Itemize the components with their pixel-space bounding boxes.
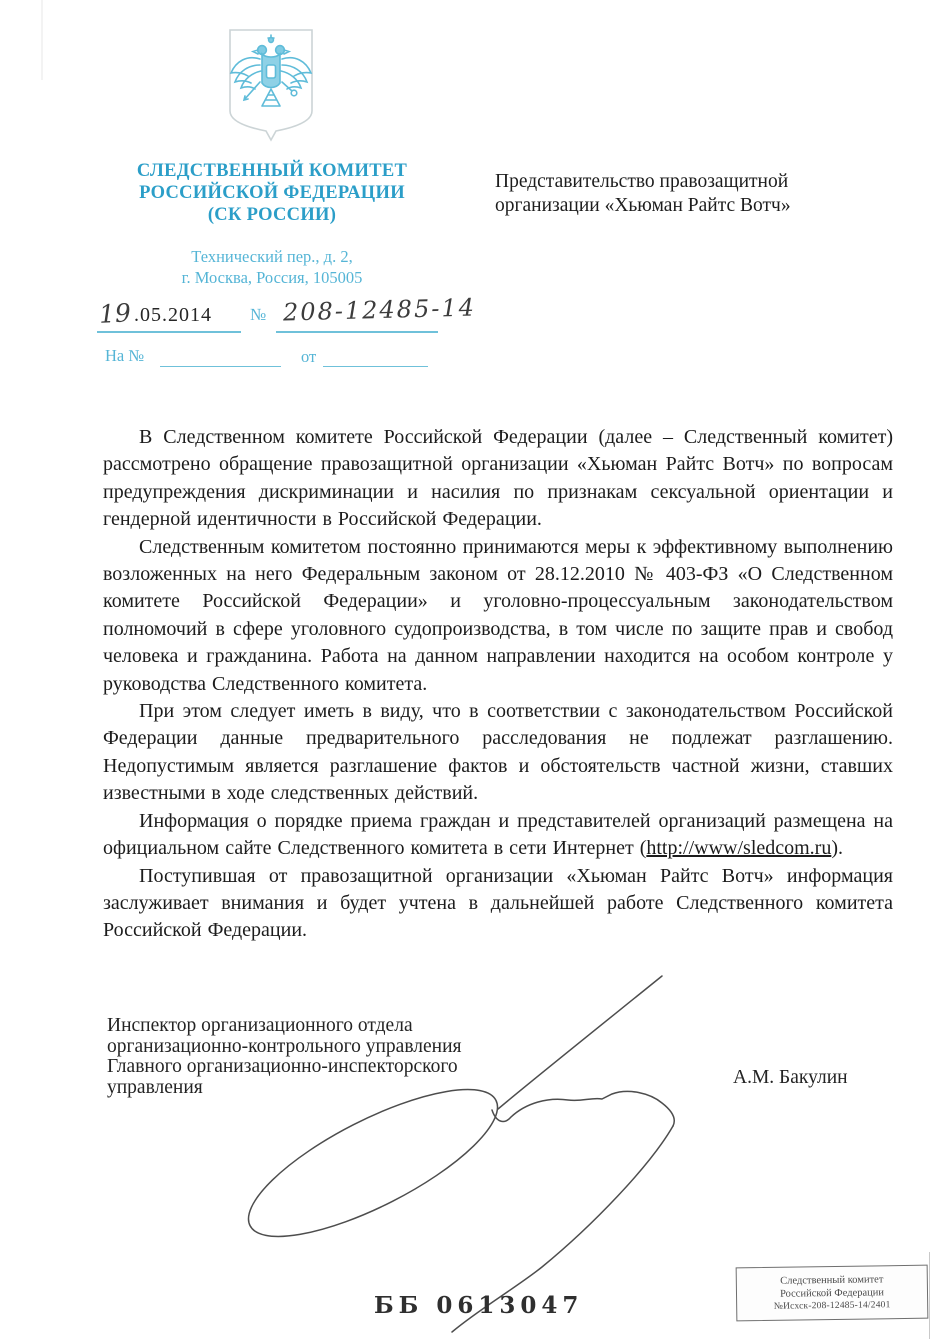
address-line: Технический пер., д. 2, [191, 247, 353, 266]
body-paragraph: Поступившая от правозащитной организации «Хьюман Райтс Вотч» информация заслуживает внимания и будет учтена в дальнейшей работе Следственного комитета Российской Федерации. [103, 864, 893, 942]
reply-number-label: На № [105, 346, 145, 365]
coat-of-arms-icon [221, 27, 321, 143]
stamp-line: Следственный комитет [780, 1273, 884, 1287]
addressee-line: организации «Хьюман Райтс Вотч» [495, 195, 791, 216]
registration-stamp [736, 1265, 929, 1322]
reply-number-blank-line [160, 366, 281, 367]
stamp-line: Российской Федерации [779, 1286, 885, 1300]
org-name-line: РОССИЙСКОЙ ФЕДЕРАЦИИ [139, 183, 405, 203]
handwritten-date-day: 19 [98, 298, 132, 329]
number-underline [276, 331, 438, 333]
letter-body [103, 424, 893, 945]
stamp-line: №Исхск-208-12485-14/2401 [773, 1299, 891, 1312]
body-paragraph: При этом следует иметь в виду, что в соответствии с законодательством Российской Федерации данные предварительного расследования не подлежат разглашению. Недопустимым является разглашение фактов и обстоятельств частной жизни, ставших известными в ходе следственных действий. [103, 700, 893, 805]
org-name-line: (СК РОССИИ) [207, 205, 337, 225]
signer-title-line: организационно-контрольного управления [107, 1035, 462, 1057]
reply-from-blank-line [323, 366, 428, 367]
body-paragraph: Следственным комитетом постоянно принимаются меры к эффективному выполнению возложенных на него Федеральным законом от 28.12.2010 № 403-ФЗ «О Следственном комитете Российской Федерации» и уголовно-процессуальным законодательством полномочий в сфере уголовного судопроизводства, в том числе по защите прав и свобод человека и гражданина. Работа на данном направлении находится на особом контроле у руководства Следственного комитета. [103, 535, 893, 695]
signer-title-line: управления [107, 1076, 203, 1098]
addressee-block [495, 170, 855, 218]
address-line: г. Москва, Россия, 105005 [181, 267, 363, 287]
printed-date: .05.2014 [134, 304, 212, 326]
sledcom-site-url: http://www/sledcom.ru [646, 837, 832, 860]
body-paragraph-text: ). [831, 837, 844, 860]
number-sign-label: № [250, 305, 267, 324]
date-underline [97, 331, 241, 333]
body-paragraph [103, 808, 893, 863]
body-paragraph-text: Информация о порядке приема граждан и представителей организаций размещена на официальном сайте Следственного комитета в сети Интернет ( [103, 809, 893, 860]
signer-title-line: Главного организационно-инспекторского [107, 1056, 458, 1077]
signer-name: А.М. Бакулин [733, 1067, 848, 1088]
blank-series-number: ББ 0613047 [374, 1292, 584, 1319]
body-paragraph: В Следственном комитете Российской Федерации (далее – Следственный комитет) рассмотрено обращение правозащитной организации «Хьюман Райтс Вотч» по вопросам предупреждения дискриминации и насилия по признакам сексуальной ориентации и гендерной идентичности в Российской Федерации. [103, 426, 893, 531]
letterhead-org-name [112, 160, 432, 226]
signer-title-line: Инспектор организационного отдела [107, 1015, 413, 1036]
scan-edge-artifact [41, 0, 43, 80]
handwritten-outgoing-number: 208-12485-14 [282, 293, 477, 327]
reply-from-label: от [301, 347, 317, 366]
org-name-line: СЛЕДСТВЕННЫЙ КОМИТЕТ [136, 161, 408, 181]
handwritten-signature [230, 950, 710, 1339]
addressee-line: Представительство правозащитной [495, 171, 789, 192]
letterhead-address [112, 247, 432, 288]
scan-edge-artifact [929, 1252, 930, 1339]
